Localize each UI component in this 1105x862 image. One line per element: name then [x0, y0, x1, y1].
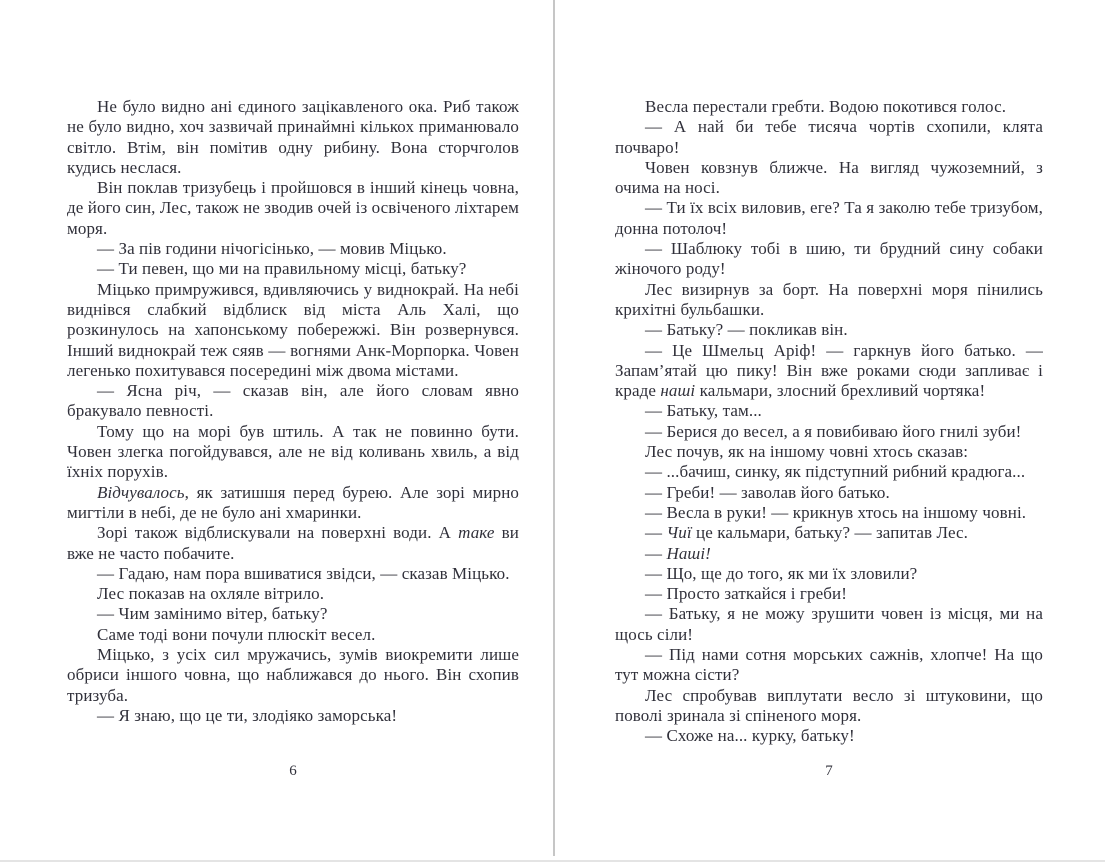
- text-segment: Міцько, з усіх сил мружачись, зумів виокремити лише обриси іншого човна, що наближався до нього. Він схопив тризуба.: [67, 645, 519, 705]
- paragraph: [67, 625, 519, 645]
- paragraph: [67, 280, 519, 381]
- text-segment: Міцько примружився, вдивляючись у виднокрай. На небі виднівся слабкий відблиск від міста Аль Халі, що розкинулось на хапонському побережжі. Він розвернувся. Інший виднокрай теж сяяв — вогнями Анк-Морпорка. Човен легенько похитувався посередині між двома містами.: [67, 279, 519, 380]
- text-segment: — Батьку, я не можу зрушити човен із місця, ми на щось сіли!: [615, 604, 1043, 644]
- text-segment: — Шаблюку тобі в шию, ти брудний сину собаки жіночого роду!: [615, 239, 1043, 279]
- paragraph: [615, 280, 1043, 321]
- left-page: [67, 97, 519, 726]
- text-segment: — Чим замінимо вітер, батьку?: [97, 604, 328, 624]
- paragraph: [67, 523, 519, 564]
- text-segment: Весла перестали гребти. Водою покотився голос.: [645, 97, 1007, 116]
- text-segment: Лес визирнув за борт. На поверхні моря пінились крихітні бульбашки.: [615, 279, 1043, 319]
- italic-text-segment: Наші!: [666, 543, 711, 563]
- text-segment: — Я знаю, що це ти, злодіяко заморська!: [97, 705, 398, 725]
- left-page-number: 6: [289, 763, 297, 779]
- text-segment: Лес почув, як на іншому човні хтось сказав:: [645, 442, 969, 462]
- paragraph: [615, 544, 1043, 564]
- text-segment: ви вже не часто побачите.: [67, 523, 519, 563]
- text-segment: — Берися до весел, а я повибиваю його гнилі зуби!: [645, 421, 1022, 441]
- text-segment: Він поклав тризубець і пройшовся в інший кінець човна, де його син, Лес, також не зводив очей із освіченого ліхтарем моря.: [67, 178, 519, 238]
- paragraph: [615, 320, 1043, 340]
- paragraph: [615, 584, 1043, 604]
- text-segment: — Під нами сотня морських сажнів, хлопче! На що тут можна сісти?: [615, 645, 1043, 685]
- paragraph: [67, 706, 519, 726]
- italic-text-segment: таке: [458, 523, 495, 543]
- text-segment: — Це Шмельц Аріф! — гаркнув його батько. — Запам’ятай цю пику! Він вже роками сюди запливає і краде: [615, 340, 1043, 401]
- paragraph: [615, 523, 1043, 543]
- paragraph: [615, 401, 1043, 421]
- paragraph: [615, 686, 1043, 727]
- paragraph: [615, 117, 1043, 158]
- text-segment: — Греби! — заволав його батько.: [645, 482, 890, 502]
- text-segment: Не було видно ані єдиного зацікавленого ока. Риб також не було видно, хоч зазвичай принаймні кількох приманювало світло. Втім, він помітив одну рибину. Вона сторчголов кудись неслася.: [67, 97, 519, 177]
- paragraph: [67, 259, 519, 279]
- paragraph: [67, 381, 519, 422]
- paragraph: [615, 503, 1043, 523]
- page-spine-divider: [553, 0, 555, 856]
- paragraph: [615, 564, 1043, 584]
- text-segment: — Батьку, там...: [645, 401, 762, 421]
- paragraph: [615, 442, 1043, 462]
- paragraph: [67, 604, 519, 624]
- paragraph: [67, 584, 519, 604]
- paragraph: [615, 726, 1043, 746]
- text-segment: кальмари, злосний брехливий чортяка!: [695, 381, 986, 401]
- italic-text-segment: Відчувалось: [97, 482, 185, 502]
- paragraph: [615, 604, 1043, 645]
- paragraph: [615, 341, 1043, 402]
- italic-text-segment: наші: [660, 381, 696, 401]
- paragraph: [615, 198, 1043, 239]
- text-segment: — ...бачиш, синку, як підступний рибний крадюга...: [645, 462, 1026, 482]
- text-segment: Лес показав на охляле вітрило.: [97, 584, 325, 604]
- text-segment: — Батьку? — покликав він.: [645, 320, 848, 340]
- paragraph: [615, 239, 1043, 280]
- text-segment: — Що, ще до того, як ми їх зловили?: [645, 563, 918, 583]
- right-page-number: 7: [825, 763, 833, 779]
- text-segment: — Ясна річ, — сказав він, але його словам явно бракувало певності.: [67, 381, 519, 421]
- italic-text-segment: Чиї: [666, 523, 692, 543]
- text-segment: —: [645, 523, 667, 543]
- paragraph: [67, 645, 519, 706]
- text-segment: — Гадаю, нам пора вшиватися звідси, — сказав Міцько.: [97, 563, 510, 583]
- paragraph: [67, 483, 519, 524]
- text-segment: , як затишшя перед бурею. Але зорі мирно мигтіли в небі, де не було ані хмаринки.: [67, 482, 519, 522]
- text-segment: Зорі також відблискували на поверхні води. А: [97, 523, 459, 543]
- text-segment: це кальмари, батьку? — запитав Лес.: [691, 523, 969, 543]
- paragraph: [615, 645, 1043, 686]
- paragraph: [615, 483, 1043, 503]
- text-segment: Човен ковзнув ближче. На вигляд чужоземний, з очима на носі.: [615, 157, 1043, 198]
- text-segment: — Просто заткайся і греби!: [645, 584, 847, 604]
- text-segment: Тому що на морі був штиль. А так не повинно бути. Човен злегка погойдувався, але не від коливань хвиль, а від їхніх порухів.: [67, 421, 519, 482]
- paragraph: [67, 422, 519, 483]
- text-segment: — За пів години нічогісінько, — мовив Міцько.: [97, 239, 447, 259]
- right-page: [615, 97, 1043, 747]
- paragraph: [615, 97, 1043, 117]
- paragraph: [67, 178, 519, 239]
- paragraph: [67, 564, 519, 584]
- paragraph: [615, 462, 1043, 482]
- paragraph: [67, 97, 519, 178]
- text-segment: —: [645, 543, 667, 563]
- paragraph: [615, 422, 1043, 442]
- text-segment: — Ти їх всіх виловив, еге? Та я заколю тебе тризубом, донна потолоч!: [615, 198, 1043, 238]
- text-segment: — А най би тебе тисяча чортів схопили, клята почваро!: [615, 117, 1043, 157]
- text-segment: Саме тоді вони почули плюскіт весел.: [97, 624, 376, 644]
- text-segment: Лес спробував виплутати весло зі штуковини, що поволі зринала зі спіненого моря.: [615, 685, 1043, 725]
- text-segment: — Схоже на... курку, батьку!: [645, 726, 855, 746]
- text-segment: — Весла в руки! — крикнув хтось на іншому човні.: [645, 502, 1027, 522]
- text-segment: — Ти певен, що ми на правильному місці, батьку?: [97, 259, 467, 279]
- paragraph: [615, 158, 1043, 199]
- paragraph: [67, 239, 519, 259]
